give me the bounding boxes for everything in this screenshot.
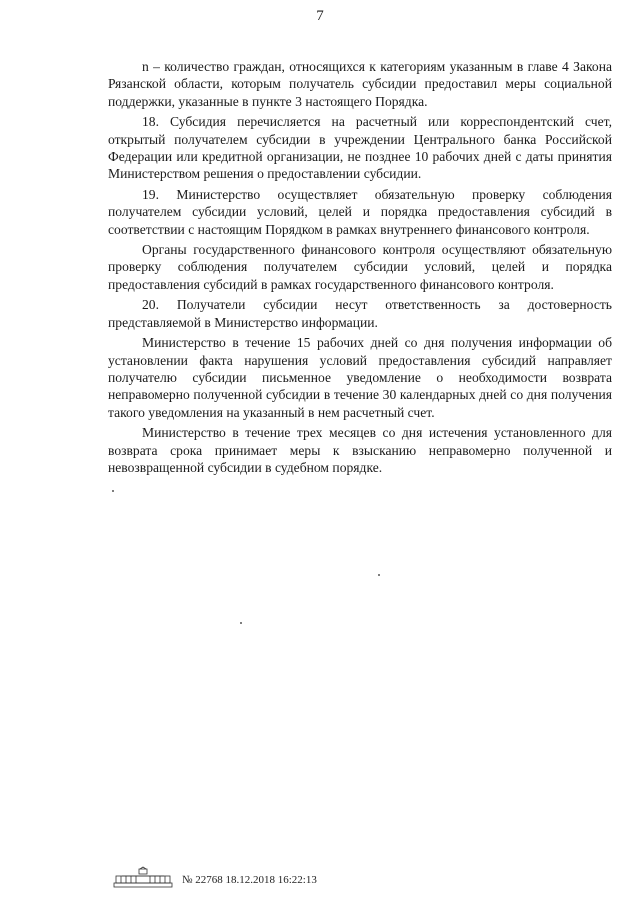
building-seal-icon [112, 866, 174, 893]
paragraph-18: 18. Субсидия перечисляется на расчетный или корреспондентский счет, открытый получателем субсидии в учреждении Центрального банка Российской Федерации или кредитной организации, не позднее 10 рабочих дней с даты принятия Министерством решения о предоставлении субсидии. [108, 114, 612, 182]
registration-number: № 22768 18.12.2018 16:22:13 [182, 873, 317, 886]
paragraph-recovery: Министерство в течение трех месяцев со дня истечения установленного для возврата срока принимает меры к взысканию неправомерно полученной и невозвращенной субсидии в судебном порядке. [108, 425, 612, 475]
paragraph-19: 19. Министерство осуществляет обязательную проверку соблюдения получателем субсидии условий, целей и порядка предоставления субсидий в соответствии с настоящим Порядком в рамках внутреннего финансового контроля. [108, 186, 612, 237]
paragraph-n-definition: n – количество граждан, относящихся к категориям указанным в главе 4 Закона Рязанской области, которым получатель субсидии предоставил меры социальной поддержки, указанные в пункте 3 настоящего Порядка. [108, 59, 612, 109]
paragraph-control-bodies: Органы государственного финансового контроля осуществляют обязательную проверку соблюдения получателем субсидии условий, целей и порядка предоставления субсидий в рамках государственного финансового контроля. [108, 242, 612, 292]
scan-speck [378, 574, 380, 576]
document-body [108, 58, 612, 476]
registration-footer [112, 866, 317, 893]
page-number: 7 [316, 8, 324, 24]
paragraph-notification: Министерство в течение 15 рабочих дней со дня получения информации об установлении факта нарушения условий предоставления субсидий направляет получателю субсидии письменное уведомление о необходимости возврата неправомерно полученной субсидии в течение 30 календарных дней со дня получения такого уведомления на указанный в нем расчетный счет. [108, 335, 612, 420]
scan-speck [112, 490, 114, 492]
paragraph-20: 20. Получатели субсидии несут ответственность за достоверность представляемой в Министерство информации. [108, 297, 612, 330]
scan-speck [240, 622, 242, 624]
